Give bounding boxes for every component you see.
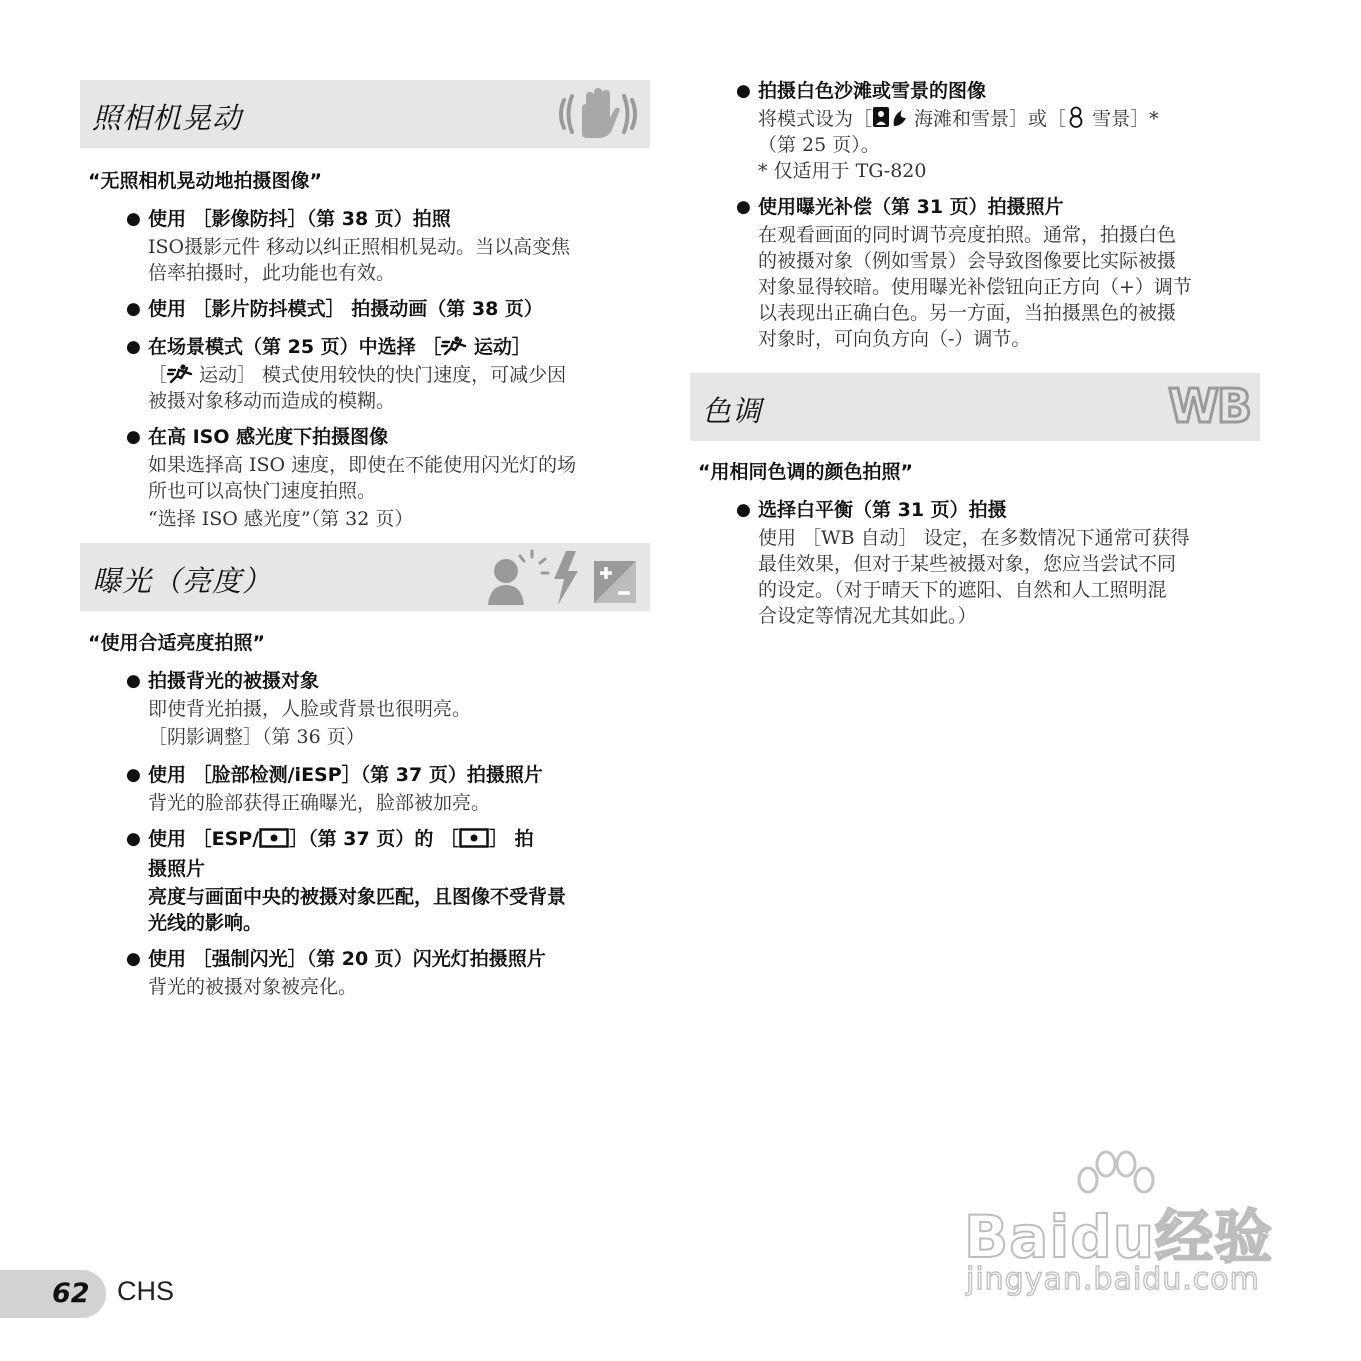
item-heading: 使用 ［影片防抖模式］ 拍摄动画（第 38 页） [148, 298, 543, 320]
exposure-content [80, 628, 650, 1008]
sport-mode-icon [167, 364, 193, 384]
section-header-color-tone [690, 373, 1260, 441]
item-body-line: 最佳效果，但对于某些被摄对象，您应当尝试不同 [758, 553, 1177, 575]
bullet: ● [126, 765, 141, 785]
item-body-line: 光线的影响。 [148, 912, 263, 934]
item-body-text: 雪景］* [1086, 108, 1159, 130]
beach-snow-icon [872, 106, 908, 128]
spot-metering-icon [459, 828, 489, 848]
footnote: * 仅适用于 TG-820 [758, 160, 927, 182]
section-title: 照相机晃动 [92, 101, 243, 135]
section-header-exposure [80, 543, 650, 611]
list-item [126, 422, 650, 534]
list-item [126, 332, 650, 414]
list-item [126, 204, 650, 286]
watermark-logo: Baidu经验 [964, 1203, 1274, 1271]
page-reference: “选择 ISO 感光度”（第 32 页） [148, 508, 414, 530]
item-heading-text: 运动］ [467, 336, 531, 358]
item-heading: 使用 ［脸部检测/iESP］（第 37 页）拍摄照片 [148, 764, 543, 786]
page-reference: ［阴影调整］（第 36 页） [148, 726, 365, 748]
item-body-line: 对象时，可向负方向（-）调节。 [758, 328, 1031, 350]
item-body-line: 以表现出正确白色。另一方面，当拍摄黑色的被摄 [758, 302, 1177, 324]
item-body-line: （第 25 页）。 [758, 134, 880, 156]
item-heading: 选择白平衡（第 31 页）拍摄 [758, 499, 1007, 521]
exposure-compensation-icon [594, 561, 636, 603]
camera-shake-hand-icon [556, 86, 640, 142]
item-body-line: 对象显得较暗。使用曝光补偿钮向正方向（+）调节 [758, 276, 1192, 298]
item-heading-text: 使用 ［ESP/ [148, 828, 260, 850]
item-body-text: 海滩和雪景］或［ [908, 108, 1067, 130]
snowman-icon [1066, 106, 1086, 128]
bullet: ● [736, 500, 751, 520]
bullet: ● [126, 949, 141, 969]
item-body-line: 的设定。（对于晴天下的遮阳、自然和人工照明混 [758, 579, 1167, 601]
bullet: ● [736, 197, 751, 217]
item-body-line: 如果选择高 ISO 速度，即使在不能使用闪光灯的场 [148, 454, 577, 476]
page-number: 62 [52, 1278, 90, 1309]
item-heading: 使用曝光补偿（第 31 页）拍摄照片 [758, 196, 1064, 218]
section-subtitle: “无照相机晃动地拍摄图像” [88, 170, 322, 192]
watermark [960, 1150, 1280, 1310]
list-item [126, 666, 650, 752]
spot-metering-icon [259, 828, 289, 848]
list-item [736, 495, 1260, 629]
item-body-text: 将模式设为［ [758, 108, 873, 130]
item-heading-text: ］（第 37 页）的 ［ [289, 828, 459, 850]
item-body-line: 在观看画面的同时调节亮度拍照。通常，拍摄白色 [758, 224, 1177, 246]
list-item [126, 824, 650, 936]
item-body-line: 的被摄对象（例如雪景）会导致图像要比实际被摄 [758, 250, 1177, 272]
item-heading: 使用 ［强制闪光］（第 20 页）闪光灯拍摄照片 [148, 948, 546, 970]
item-body-line: 使用 ［WB 自动］ 设定，在多数情况下通常可获得 [758, 527, 1190, 549]
list-item [126, 294, 650, 324]
item-body-line: 倍率拍摄时，此功能也有效。 [148, 262, 396, 284]
flash-icon [554, 551, 578, 605]
color-tone-content [690, 457, 1260, 637]
item-heading [148, 824, 650, 854]
item-heading: 拍摄白色沙滩或雪景的图像 [758, 80, 987, 102]
section-title: 曝光（亮度） [92, 564, 273, 598]
item-heading: 在高 ISO 感光度下拍摄图像 [148, 426, 389, 448]
sport-mode-icon [441, 336, 467, 356]
item-body-line [148, 362, 650, 388]
item-heading-text: ］ 拍 [488, 828, 534, 850]
right-top-content [690, 76, 1260, 360]
page-number-badge [0, 1270, 106, 1318]
item-heading: 使用 ［影像防抖］（第 38 页）拍照 [148, 208, 451, 230]
item-body-line: 合设定等情况尤其如此。） [758, 605, 977, 627]
list-item [126, 944, 650, 1000]
item-body-line: 亮度与画面中央的被摄对象匹配，且图像不受背景 [148, 886, 567, 908]
item-body-text: 运动］ 模式使用较快的快门速度，可减少因 [193, 364, 567, 386]
language-code: CHS [117, 1276, 175, 1306]
item-heading [148, 332, 650, 362]
list-item [736, 76, 1260, 184]
item-body-line: ISO摄影元件 移动以纠正照相机晃动。当以高变焦 [148, 236, 571, 258]
bullet: ● [126, 829, 141, 849]
camera-shake-content [80, 166, 650, 542]
exposure-icons [484, 549, 640, 607]
item-heading: 摄照片 [148, 858, 206, 880]
bullet: ● [126, 671, 141, 691]
item-body-line: 所也可以高快门速度拍照。 [148, 480, 377, 502]
item-body-line: 背光的被摄对象被亮化。 [148, 976, 358, 998]
white-balance-icon: WB [1168, 379, 1250, 433]
section-subtitle: “用相同色调的颜色拍照” [698, 461, 913, 483]
list-item [126, 760, 650, 816]
section-header-camera-shake [80, 80, 650, 148]
watermark-url: jingyan.baidu.com [966, 1262, 1260, 1297]
item-body-line [758, 106, 1260, 132]
bullet: ● [736, 81, 751, 101]
section-title: 色调 [702, 394, 763, 428]
bullet: ● [126, 299, 141, 319]
bullet: ● [126, 209, 141, 229]
list-item [736, 192, 1260, 352]
item-body-text: ［ [148, 364, 168, 386]
item-heading: 拍摄背光的被摄对象 [148, 670, 320, 692]
item-body-line: 被摄对象移动而造成的模糊。 [148, 390, 396, 412]
item-heading-text: 在场景模式（第 25 页）中选择 ［ [148, 336, 442, 358]
bullet: ● [126, 427, 141, 447]
section-subtitle: “使用合适亮度拍照” [88, 632, 265, 654]
backlight-person-icon [488, 559, 524, 605]
bullet: ● [126, 337, 141, 357]
item-body-line: 背光的脸部获得正确曝光，脸部被加亮。 [148, 792, 491, 814]
item-body-line: 即使背光拍摄，人脸或背景也很明亮。 [148, 698, 472, 720]
